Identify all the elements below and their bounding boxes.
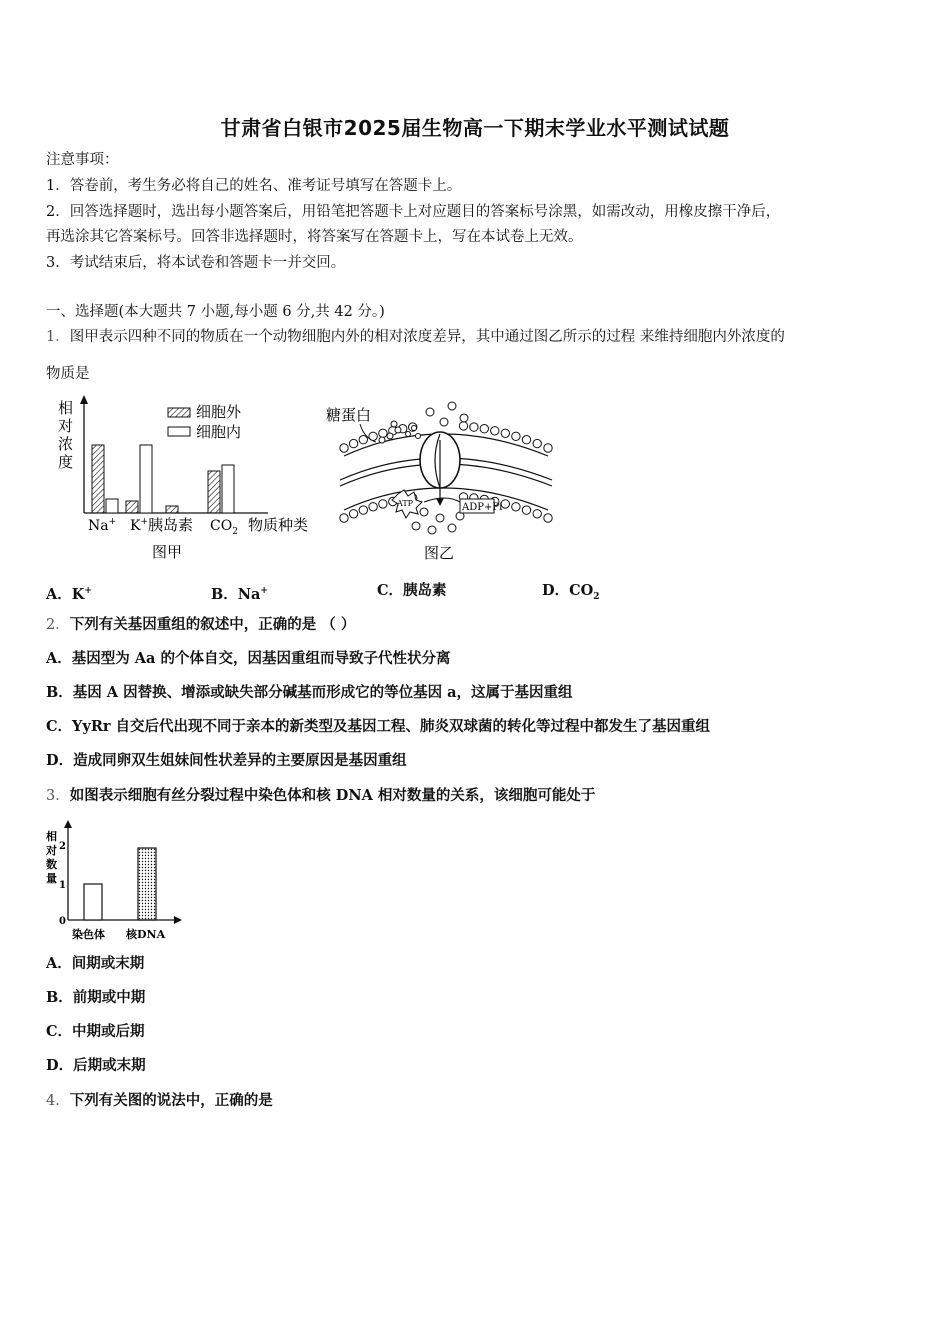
q3-category-1: 染色体 bbox=[72, 928, 105, 941]
option-3c[interactable]: C．中期或后期 bbox=[46, 1023, 145, 1040]
option-3b[interactable]: B．前期或中期 bbox=[46, 989, 146, 1006]
option-2d[interactable]: D．造成同卵双生姐妹间性状差异的主要原因是基因重组 bbox=[46, 752, 407, 769]
phospholipid-head bbox=[501, 429, 509, 437]
question-2-text: 2．下列有关基因重组的叙述中，正确的是 （ ） bbox=[46, 616, 356, 633]
q3-bar-2 bbox=[138, 848, 156, 920]
option-1a[interactable]: A．K+ bbox=[46, 585, 92, 603]
phospholipid-head bbox=[522, 436, 530, 444]
phospholipid-head bbox=[544, 444, 552, 452]
question-number: 2． bbox=[46, 617, 70, 633]
phospholipid-head bbox=[379, 500, 387, 508]
q3-bar-1 bbox=[84, 884, 102, 920]
option-3a[interactable]: A．间期或末期 bbox=[46, 955, 145, 972]
option-3d[interactable]: D．后期或末期 bbox=[46, 1057, 146, 1074]
phospholipid-head bbox=[349, 510, 357, 518]
figure-yi bbox=[320, 398, 560, 566]
bar-k-outside bbox=[126, 501, 138, 513]
phospholipid-head bbox=[379, 429, 387, 437]
bar-k-inside bbox=[140, 445, 152, 513]
q3-ylabel-1: 相 bbox=[46, 830, 57, 843]
question-4-text: 4．下列有关图的说法中，正确的是 bbox=[46, 1092, 273, 1109]
bar-insulin-outside bbox=[166, 506, 178, 513]
figure-jia-ylabel-1: 相 bbox=[58, 399, 74, 417]
question-3-text: 3．如图表示细胞有丝分裂过程中染色体和核 DNA 相对数量的关系，该细胞可能处于 bbox=[46, 787, 596, 804]
phospholipid-head bbox=[359, 506, 367, 514]
legend-outside-label: 细胞外 bbox=[196, 403, 242, 421]
notice-item-2a: 2．回答选择题时，选出每小题答案后，用铅笔把答题卡上对应题目的答案标号涂黑，如需改动，用橡皮擦干净后， bbox=[46, 204, 781, 220]
q3-bars bbox=[84, 848, 156, 920]
phospholipid-head bbox=[533, 510, 541, 518]
option-1d[interactable]: D．$CO_2$ bbox=[542, 582, 600, 602]
phospholipid-head bbox=[512, 503, 520, 511]
question-number: 1． bbox=[46, 329, 70, 345]
option-1b[interactable]: B．Na+ bbox=[211, 585, 268, 603]
x-axis-label: 物质种类 bbox=[248, 516, 309, 534]
phospholipid-head bbox=[470, 423, 478, 431]
q3-ylabel-2: 对 bbox=[46, 844, 57, 857]
option-2c[interactable]: C．YyRr 自交后代出现不同于亲本的新类型及基因工程、肺炎双球菌的转化等过程中都发生了基因重组 bbox=[46, 718, 711, 735]
q3-y-arrow bbox=[64, 820, 72, 828]
q3-ylabel-4: 量 bbox=[46, 872, 57, 885]
question-1-text bbox=[46, 327, 785, 347]
transport-arrowhead bbox=[436, 498, 444, 506]
q3-x-arrow bbox=[174, 916, 182, 924]
figure-jia-ylabel-4: 度 bbox=[58, 453, 74, 471]
inside-particles bbox=[412, 508, 464, 534]
label-atp: ATP bbox=[397, 499, 414, 508]
phospholipid-head bbox=[544, 514, 552, 522]
bar-na-inside bbox=[106, 499, 118, 513]
bar-co2-outside bbox=[208, 471, 220, 513]
category-na: Na+ bbox=[88, 517, 117, 534]
phospholipid-head bbox=[512, 432, 520, 440]
category-co2: $CO_2$ bbox=[210, 518, 238, 537]
option-2a[interactable]: A．基因型为 Aa 的个体自交，因基因重组而导致子代性状分离 bbox=[46, 650, 451, 667]
phospholipid-head bbox=[480, 425, 488, 433]
phospholipid-head bbox=[533, 439, 541, 447]
bar-co2-inside bbox=[222, 465, 234, 513]
question-number: 4． bbox=[46, 1093, 70, 1109]
phospholipid-head bbox=[369, 503, 377, 511]
figure-q3-chart bbox=[42, 818, 192, 946]
phospholipid-head bbox=[340, 444, 348, 452]
figure-jia-ylabel-3: 浓 bbox=[58, 435, 74, 453]
phospholipid-head bbox=[359, 436, 367, 444]
figure-jia bbox=[50, 395, 330, 567]
figure-jia-caption: 图甲 bbox=[152, 543, 183, 561]
phospholipid-head bbox=[491, 427, 499, 435]
notice-heading: 注意事项： bbox=[46, 152, 119, 168]
phospholipid-head bbox=[459, 422, 467, 430]
question-1-stem-b: 物质是 bbox=[46, 366, 90, 382]
notice-item-3: 3．考试结束后，将本试卷和答题卡一并交回。 bbox=[46, 255, 346, 271]
q3-tick-2: 2 bbox=[59, 841, 66, 852]
legend-inside-swatch bbox=[168, 427, 190, 436]
category-insulin: 胰岛素 bbox=[148, 516, 194, 534]
phospholipid-head bbox=[501, 500, 509, 508]
label-adp-pi: ADP+Pi bbox=[462, 502, 503, 513]
question-1-stem-a: 图甲表示四种不同的物质在一个动物细胞内外的相对浓度差异，其中通过图乙所示的过程 来维持细胞内外浓度的 bbox=[69, 329, 785, 345]
category-k: K+ bbox=[130, 517, 149, 534]
figure-yi-caption: 图乙 bbox=[424, 544, 455, 562]
q3-tick-0: 0 bbox=[59, 916, 66, 927]
figure-jia-y-arrow bbox=[80, 395, 88, 404]
question-number: 3． bbox=[46, 788, 70, 804]
q3-tick-1: 1 bbox=[59, 880, 66, 891]
option-2b[interactable]: B．基因 A 因替换、增添或缺失部分碱基而形成它的等位基因 a，这属于基因重组 bbox=[46, 684, 573, 701]
notice-item-2b: 再选涂其它答案标号。回答非选择题时，将答案写在答题卡上，写在本试卷上无效。 bbox=[46, 229, 583, 245]
label-glycoprotein: 糖蛋白 bbox=[326, 406, 372, 424]
q3-category-2: 核DNA bbox=[126, 928, 166, 941]
legend-inside-label: 细胞内 bbox=[196, 423, 242, 441]
notice-item-1: 1．答卷前，考生务必将自己的姓名、准考证号填写在答题卡上。 bbox=[46, 178, 462, 194]
figure-jia-ylabel-2: 对 bbox=[58, 417, 74, 435]
bar-na-outside bbox=[92, 445, 104, 513]
q3-ylabel-3: 数 bbox=[46, 858, 57, 871]
option-1c[interactable]: C．胰岛素 bbox=[377, 582, 447, 599]
section-heading: 一、选择题(本大题共 7 小题,每小题 6 分,共 42 分。) bbox=[46, 304, 385, 320]
phospholipid-head bbox=[340, 514, 348, 522]
page-title: 甘肃省白银市2025届生物高一下期末学业水平测试试题 bbox=[220, 116, 730, 140]
legend-outside-swatch bbox=[168, 408, 190, 417]
phospholipid-head bbox=[522, 506, 530, 514]
phospholipid-head bbox=[349, 439, 357, 447]
